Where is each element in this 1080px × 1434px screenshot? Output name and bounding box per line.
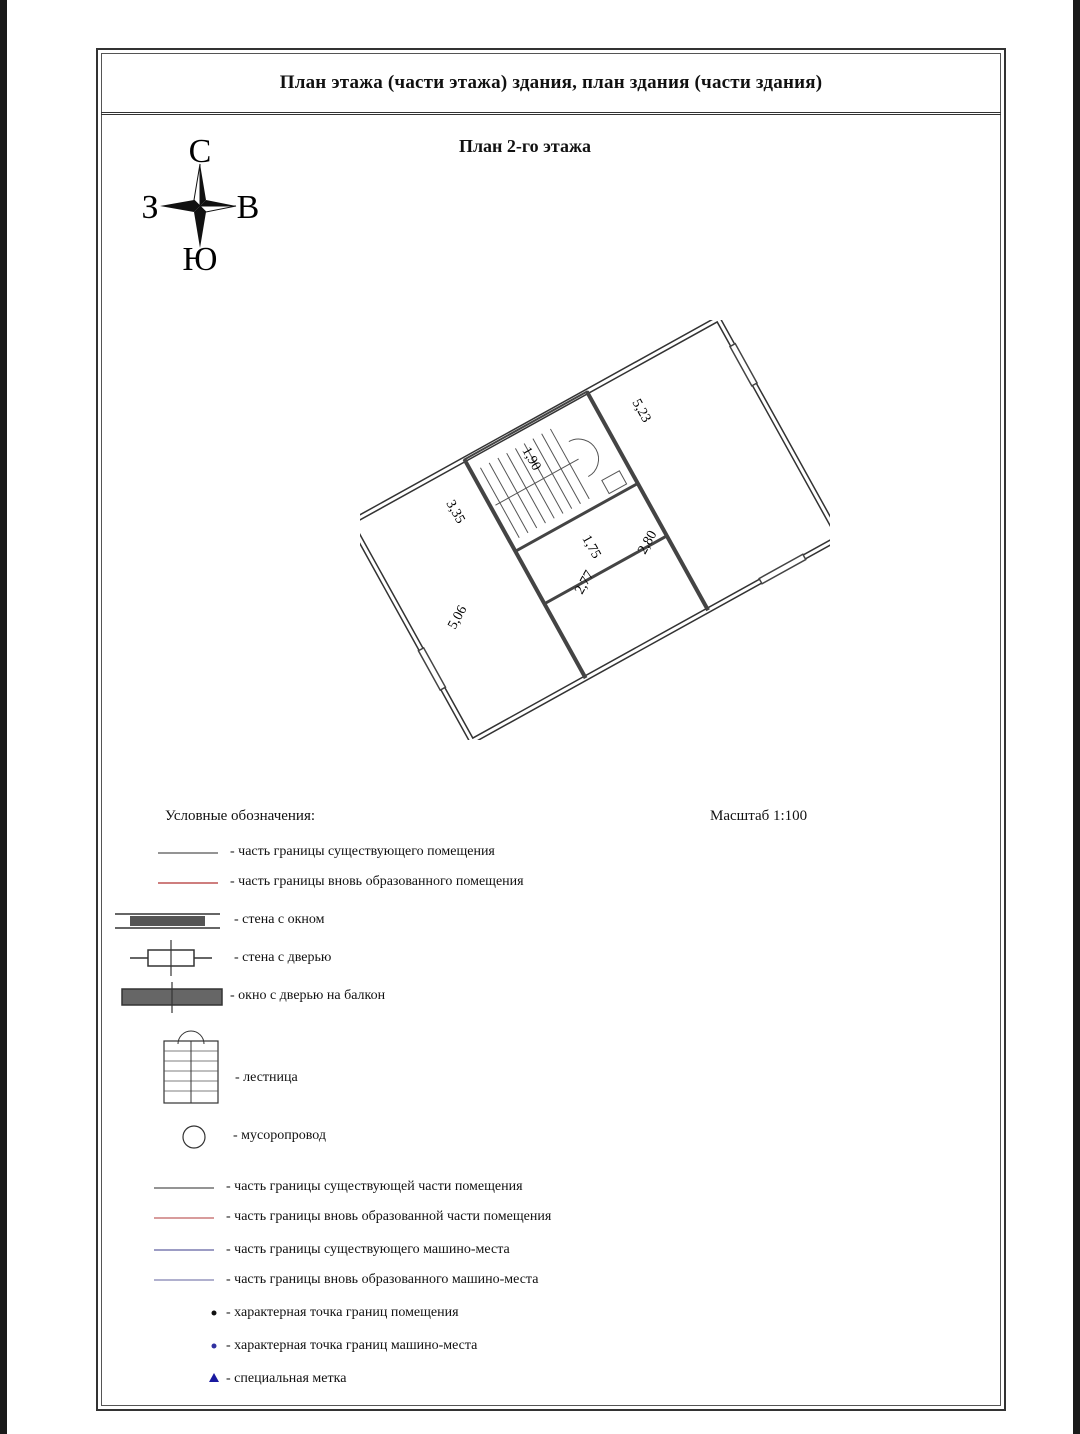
symbol-wall-door [130,940,212,976]
dim-label: 1,90 [518,444,544,474]
legend-label: - стена с дверью [234,950,332,965]
legend-label: - стена с окном [234,912,325,927]
page-title: План этажа (части этажа) здания, план здания (части здания) [279,71,823,93]
symbol-point-parking [212,1344,217,1349]
right-edge-bar [1073,0,1080,1434]
legend-label: - часть границы существующей части помещения [226,1179,523,1194]
compass-west: З [141,189,159,226]
plan-building [360,320,830,740]
floor-plan [360,320,830,740]
legend-label: - часть границы вновь образованного помещения [230,874,524,889]
compass-rose-icon [130,136,270,276]
symbol-wall-window [115,914,220,928]
legend-label: - характерная точка границ помещения [226,1305,459,1320]
legend-symbols [110,838,240,1398]
symbol-special-mark [209,1373,219,1382]
symbol-balcony-door [122,982,222,1013]
plan-outer-wall [360,320,830,740]
plan-window-left [418,648,445,690]
legend-label: - специальная метка [226,1371,347,1386]
plan-window-right-bottom [759,554,806,583]
plan-staircase [464,392,637,552]
dim-label: 2,80 [635,528,661,557]
legend-title: Условные обозначения: [165,808,316,824]
legend-label: - часть границы вновь образованной части помещения [226,1209,552,1224]
legend-label: - часть границы вновь образованного машино-места [226,1272,539,1287]
symbol-point-room [212,1311,217,1316]
floor-title: План 2-го этажа [458,136,592,156]
legend-label: - характерная точка границ машино-места [226,1338,478,1353]
symbol-garbage-chute [183,1126,205,1148]
dim-label: 5,23 [628,396,654,426]
header-box [101,53,1001,115]
dim-label: 3,35 [442,497,468,527]
legend-label: - мусоропровод [233,1128,326,1143]
legend-label: - окно с дверью на балкон [230,988,386,1003]
legend-label: - лестница [235,1070,298,1085]
plan-window-right-top [730,344,757,386]
compass-east: В [236,189,260,226]
compass-north: С [188,136,212,170]
legend-label: - часть границы существующего машино-места [226,1242,510,1257]
symbol-staircase [164,1031,218,1103]
compass-south: Ю [182,241,218,276]
dim-label: 1,75 [578,532,604,562]
dim-label: 5,06 [445,603,471,632]
scale-label: Масштаб 1:100 [710,808,808,824]
left-edge-bar [0,0,7,1434]
legend-label: - часть границы существующего помещения [230,844,495,859]
dim-label: 2,77 [572,568,598,597]
